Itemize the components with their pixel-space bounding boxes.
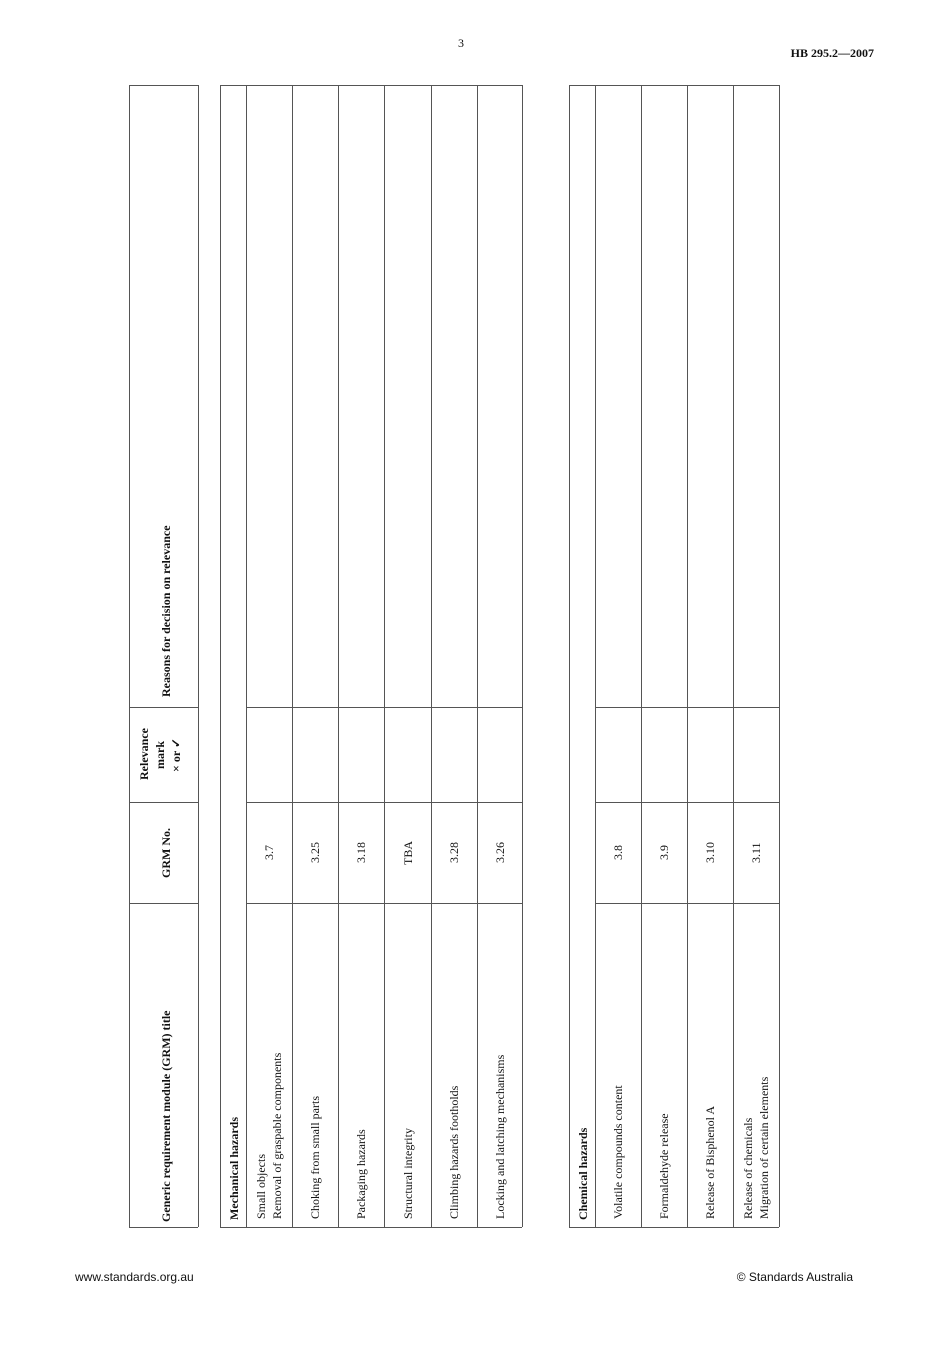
- row-separator: [338, 85, 339, 1227]
- cell-divider-relevance: [246, 802, 292, 803]
- cell-divider-relevance: [595, 802, 641, 803]
- mechanical-row-title: Locking and latching mechanisms: [492, 1054, 507, 1219]
- header-divider-reasons: [129, 707, 198, 708]
- row-separator: [384, 85, 385, 1227]
- chemical-left-border: [569, 85, 570, 1227]
- mechanical-row-grm-number: 3.7: [262, 845, 276, 860]
- page-number: 3: [458, 36, 464, 50]
- chemical-row-title: Release of Bisphenol A: [703, 1106, 717, 1219]
- mechanical-bottom-border: [220, 1227, 522, 1228]
- cell-divider-grm: [687, 903, 733, 904]
- chemical-row-grm-number: 3.8: [611, 845, 625, 860]
- cell-divider-grm: [477, 903, 522, 904]
- header-divider-relevance: [129, 802, 198, 803]
- row-separator: [292, 85, 293, 1227]
- column-header-grm: GRM No.: [159, 827, 173, 878]
- header-divider-grm: [129, 903, 198, 904]
- mechanical-right-border: [522, 85, 523, 1227]
- chemical-bottom-border: [569, 1227, 779, 1228]
- chemical-row-title: Volatile compounds content: [611, 1085, 625, 1219]
- chemical-top-border: [569, 85, 779, 86]
- cell-divider-grm: [246, 903, 292, 904]
- row-separator: [477, 85, 478, 1227]
- column-header-relevance-symbols: × or ✓: [169, 737, 183, 772]
- column-header-reasons: Reasons for decision on relevance: [159, 525, 173, 697]
- cell-divider-reasons: [246, 707, 292, 708]
- document-id: HB 295.2—2007: [790, 46, 874, 60]
- header-top-border: [129, 85, 198, 86]
- cell-divider-relevance: [292, 802, 338, 803]
- row-separator: [687, 85, 688, 1227]
- mechanical-row-grm-number: TBA: [400, 840, 415, 865]
- row-separator: [246, 85, 247, 1227]
- header-bottom-border: [129, 1227, 198, 1228]
- cell-divider-reasons: [338, 707, 384, 708]
- cell-divider-grm: [641, 903, 687, 904]
- mechanical-row-grm-number: 3.18: [354, 842, 368, 863]
- chemical-row-grm-number: 3.11: [749, 842, 763, 863]
- cell-divider-reasons: [431, 707, 477, 708]
- mechanical-row-title: Structural integrity: [400, 1128, 415, 1219]
- footer-copyright: © Standards Australia: [736, 1270, 853, 1284]
- cell-divider-relevance: [641, 802, 687, 803]
- cell-divider-reasons: [733, 707, 779, 708]
- cell-divider-grm: [338, 903, 384, 904]
- mechanical-row-grm-number: 3.26: [492, 842, 507, 863]
- cell-divider-grm: [292, 903, 338, 904]
- mechanical-row-title: Climbing hazards footholds: [447, 1085, 461, 1219]
- cell-divider-relevance: [477, 802, 522, 803]
- chemical-row-title: Release of chemicals: [741, 1117, 755, 1219]
- chemical-row-grm-number: 3.10: [703, 842, 717, 863]
- chemical-right-border: [779, 85, 780, 1227]
- cell-divider-relevance: [338, 802, 384, 803]
- column-header-relevance-mark: mark: [153, 740, 167, 769]
- chemical-row-title: Migration of certain elements: [757, 1076, 771, 1219]
- chemical-row-grm-number: 3.9: [657, 845, 671, 860]
- cell-divider-reasons: [477, 707, 522, 708]
- row-separator: [641, 85, 642, 1227]
- mechanical-left-border: [220, 85, 221, 1227]
- header-left-border: [129, 85, 130, 1227]
- cell-divider-relevance: [687, 802, 733, 803]
- cell-divider-reasons: [641, 707, 687, 708]
- row-separator: [595, 85, 596, 1227]
- chemical-hazards-heading: Chemical hazards: [576, 1127, 590, 1220]
- chemical-row-title: Formaldehyde release: [657, 1113, 671, 1219]
- mechanical-hazards-heading: Mechanical hazards: [227, 1117, 241, 1220]
- row-separator: [733, 85, 734, 1227]
- header-right-border: [198, 85, 199, 1227]
- column-header-title: Generic requirement module (GRM) title: [159, 1010, 173, 1222]
- cell-divider-grm: [733, 903, 779, 904]
- cell-divider-grm: [384, 903, 431, 904]
- cell-divider-relevance: [733, 802, 779, 803]
- mechanical-row-title: Small objects: [254, 1154, 268, 1219]
- footer-website: www.standards.org.au: [75, 1270, 194, 1284]
- cell-divider-relevance: [384, 802, 431, 803]
- mechanical-row-grm-number: 3.25: [308, 842, 322, 863]
- cell-divider-reasons: [292, 707, 338, 708]
- mechanical-row-title: Removal of graspable components: [270, 1052, 284, 1219]
- cell-divider-reasons: [687, 707, 733, 708]
- cell-divider-reasons: [384, 707, 431, 708]
- cell-divider-grm: [595, 903, 641, 904]
- cell-divider-relevance: [431, 802, 477, 803]
- mechanical-row-title: Choking from small parts: [308, 1096, 322, 1219]
- column-header-relevance: Relevance: [137, 728, 151, 781]
- mechanical-row-title: Packaging hazards: [354, 1129, 368, 1219]
- row-separator: [431, 85, 432, 1227]
- cell-divider-grm: [431, 903, 477, 904]
- cell-divider-reasons: [595, 707, 641, 708]
- mechanical-row-grm-number: 3.28: [447, 842, 461, 863]
